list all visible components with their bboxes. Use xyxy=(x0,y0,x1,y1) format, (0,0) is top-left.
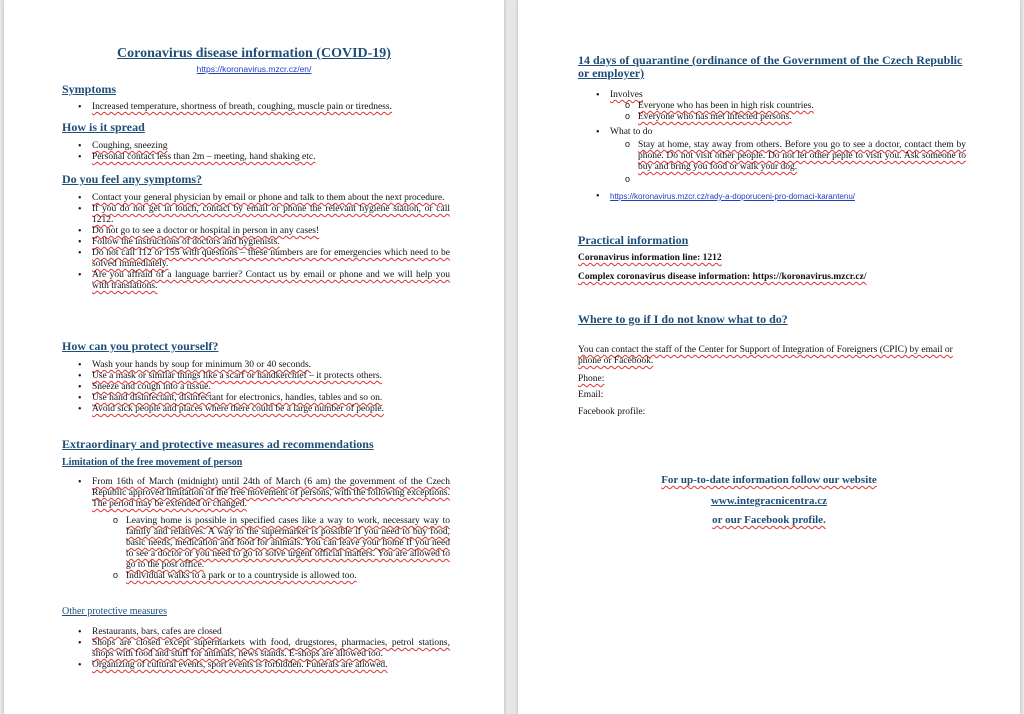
document-page-1 xyxy=(4,0,504,714)
list-item: • Involves xyxy=(610,90,966,101)
contact-text: You can contact the staff of the Center for Support of Integration of Foreigners (CPIC) by email or phone or Facebook. xyxy=(578,345,953,366)
list-item xyxy=(638,175,966,186)
list-item: • Restaurants, bars, cafes are closed xyxy=(92,627,450,638)
list-item: • Organizing of cultural events, sport events is forbidden. Funerals are allowed. xyxy=(92,660,450,671)
list-item: • Shops are closed except supermarkets with food, drugstores, pharmacies, petrol stations, shops with food and stuff for animals, news stands. E-shops are allowed too. xyxy=(92,638,450,660)
quarantine-heading: 14 days of quarantine (ordinance of the Government of the Czech Republic or employer) xyxy=(578,53,963,80)
protect-heading: How can you protect yourself? xyxy=(62,339,219,353)
other-measures-subheading: Other protective measures xyxy=(62,606,167,617)
quarantine-list xyxy=(610,90,966,101)
list-item: o Everyone who has been in high risk countries. xyxy=(638,101,968,112)
document-page-2 xyxy=(518,0,1020,714)
spread-list xyxy=(92,141,472,163)
list-item: • Do not call 112 or 155 with questions – these numbers are for emergencies which need to be solved immediately. xyxy=(92,248,450,270)
list-item: o Leaving home is possible in specified cases like a way to work, necessary way to family and relatives. A way to the supermarket is possible if you need to buy food, basic needs, medication and food for animals. You can leave your home if you need to see a doctor or you need to go to solve urgent official matters. You are allowed to go to the post office. xyxy=(126,516,450,571)
list-item: • Use a mask or similar things like a scarf or handkerchief – it protects others. xyxy=(92,371,450,382)
list-item: • Personal contact less than 2m – meeting, hand shaking etc. xyxy=(92,152,472,163)
list-item: • Follow the instructions of doctors and hygienists. xyxy=(92,237,450,248)
other-measures-list xyxy=(92,627,450,671)
symptoms-heading: Symptoms xyxy=(62,82,117,96)
source-link[interactable]: https://koronavirus.mzcr.cz/en/ xyxy=(196,64,312,74)
list-item: • If you do not get in touch, contact by email or phone the relevant hygiene station, or call 1212. xyxy=(92,204,450,226)
list-item: • Do not go to see a doctor or hospital in person in any cases! xyxy=(92,226,450,237)
list-item: • Sneeze and cough into a tissue. xyxy=(92,382,450,393)
quarantine-advice-link[interactable]: https://koronavirus.mzcr.cz/rady-a-doporuceni-pro-domaci-karantenu/ xyxy=(610,192,855,201)
involves-sublist xyxy=(638,101,968,123)
list-item: • What to do xyxy=(610,127,966,138)
list-item xyxy=(610,191,966,203)
info-website: Complex coronavirus disease information: https://koronavirus.mzcr.cz/ xyxy=(578,272,867,282)
list-item: • Avoid sick people and places where there could be a large number of people. xyxy=(92,404,450,415)
movement-list xyxy=(92,477,450,510)
footer-line-1: For up-to-date information follow our website xyxy=(661,474,877,486)
facebook-label: Facebook profile: xyxy=(578,407,646,417)
info-line: Coronavirus information line: 1212 xyxy=(578,253,722,263)
where-heading: Where to go if I do not know what to do? xyxy=(578,312,788,326)
practical-heading: Practical information xyxy=(578,233,689,247)
list-item: • Coughing, sneezing xyxy=(92,141,472,152)
list-item: • From 16th of March (midnight) until 24th of March (6 am) the government of the Czech Republic approved limitation of the free movement of persons, with the following exceptions. The period may be extended or changed. xyxy=(92,477,450,510)
footer-line-3: or our Facebook profile. xyxy=(712,514,826,526)
list-item: o Everyone who has met infected persons. xyxy=(638,112,968,123)
list-item: • Increased temperature, shortness of breath, coughing, muscle pain or tiredness. xyxy=(92,102,432,113)
protect-list xyxy=(92,360,450,415)
page-title: Coronavirus disease information (COVID-19) xyxy=(117,46,391,61)
symptoms-action-heading: Do you feel any symptoms? xyxy=(62,172,202,186)
list-item: • Use hand disinfectant, disinfectant for electronics, handles, tables and so on. xyxy=(92,393,450,404)
list-item: • Wash your hands by soup for minimum 30 or 40 seconds. xyxy=(92,360,450,371)
measures-heading: Extraordinary and protective measures ad recommendations xyxy=(62,437,374,451)
quarantine-link-list xyxy=(610,191,966,203)
list-item: o Stay at home, stay away from others. Before you go to see a doctor, contact them by phone. Do not visit other people. Do not let other peple to visit you. Ask someone to buy and bring you food or walk your dog. xyxy=(638,140,966,173)
whattodo-list xyxy=(610,127,966,138)
whattodo-sublist xyxy=(638,140,966,186)
list-item: • Are you affraid of a language barrier? Contact us by email or phone and we will help you with translations. xyxy=(92,270,450,292)
symptoms-action-list xyxy=(92,193,450,292)
list-item: o Individual walks to a park or to a countryside is allowed too. xyxy=(126,571,450,582)
movement-subheading: Limitation of the free movement of person xyxy=(62,457,243,468)
website-link[interactable]: www.integracnicentra.cz xyxy=(710,495,828,507)
movement-sublist xyxy=(126,516,450,582)
spread-heading: How is it spread xyxy=(62,120,145,134)
symptoms-list xyxy=(92,102,432,113)
email-label: Email: xyxy=(578,390,604,400)
list-item: • Contact your general physician by email or phone and talk to them about the next procedure. xyxy=(92,193,450,204)
phone-label: Phone: xyxy=(578,374,605,384)
